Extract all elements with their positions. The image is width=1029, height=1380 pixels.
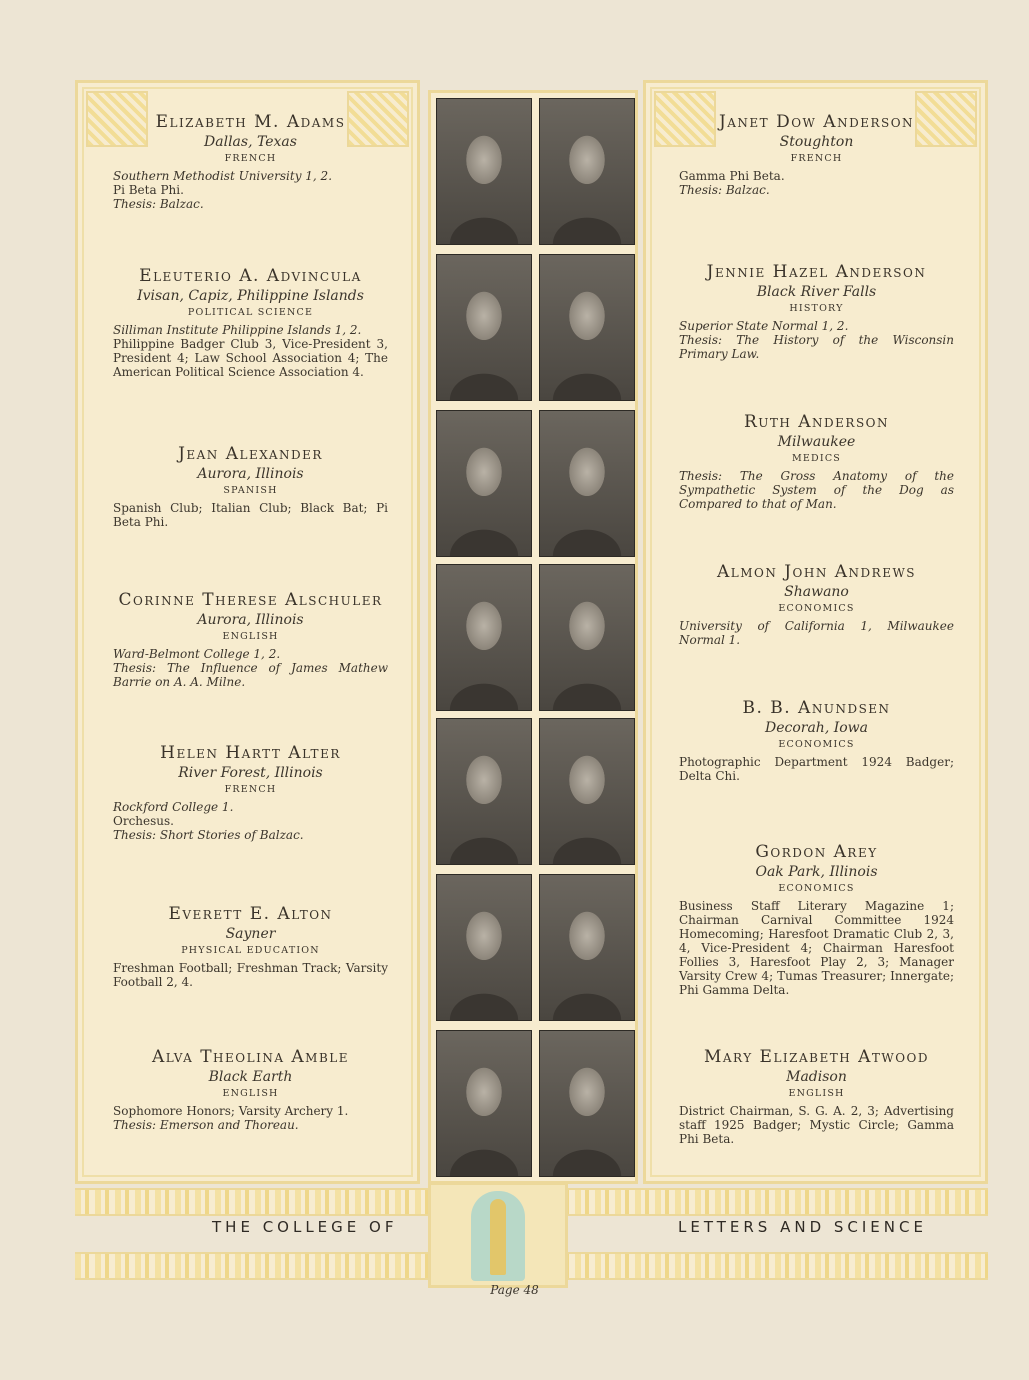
student-hometown: Aurora, Illinois	[197, 612, 304, 628]
student-entry	[679, 698, 954, 783]
student-name: Alva Theolina Amble	[151, 1047, 350, 1067]
student-hometown: Oak Park, Illinois	[755, 864, 878, 880]
student-department: FRENCH	[224, 784, 277, 795]
student-entry	[679, 262, 954, 361]
portrait-photo	[436, 718, 532, 865]
student-entry	[679, 412, 954, 511]
student-detail: Thesis: Balzac.	[679, 183, 770, 197]
student-name: Gordon Arey	[755, 842, 878, 862]
student-department: MEDICS	[791, 453, 841, 464]
portrait-photo	[539, 254, 635, 401]
statue-icon	[471, 1191, 525, 1281]
portrait-photo	[436, 410, 532, 557]
student-hometown: Decorah, Iowa	[764, 720, 869, 736]
student-detail: Thesis: Emerson and Thoreau.	[113, 1118, 299, 1132]
student-detail: Orchesus.	[113, 814, 174, 828]
student-name: Elizabeth M. Adams	[155, 112, 346, 132]
page-number: Page 48	[490, 1283, 539, 1297]
student-detail: Thesis: The Influence of James Mathew Barrie on A. A. Milne.	[113, 661, 388, 689]
portrait-photo	[539, 718, 635, 865]
student-entry	[113, 112, 388, 211]
student-detail: Spanish Club; Italian Club; Black Bat; Pi Beta Phi.	[113, 501, 388, 529]
student-entry	[679, 1047, 954, 1146]
student-hometown: Aurora, Illinois	[197, 466, 304, 482]
portrait-photo	[539, 1030, 635, 1177]
portrait-photo	[436, 1030, 532, 1177]
student-detail: Thesis: Short Stories of Balzac.	[113, 828, 304, 842]
student-department: ECONOMICS	[778, 739, 855, 750]
statue-plaque	[428, 1182, 568, 1288]
student-entry	[113, 590, 388, 689]
student-detail: University of California 1, Milwaukee Normal 1.	[679, 619, 954, 647]
student-name: B. B. Anundsen	[742, 698, 891, 718]
student-detail: Silliman Institute Philippine Islands 1, 2.	[113, 323, 362, 337]
portrait-photo	[539, 564, 635, 711]
student-department: POLITICAL SCIENCE	[187, 307, 314, 318]
student-detail: Rockford College 1.	[113, 800, 234, 814]
student-department: PHYSICAL EDUCATION	[181, 945, 320, 956]
student-detail: Thesis: The History of the Wisconsin Primary Law.	[679, 333, 954, 361]
statue-figure-icon	[490, 1199, 506, 1275]
student-name: Janet Dow Anderson	[718, 112, 915, 132]
student-department: ECONOMICS	[778, 603, 855, 614]
student-entry	[113, 444, 388, 529]
student-hometown: River Forest, Illinois	[178, 765, 323, 781]
student-detail: Southern Methodist University 1, 2.	[113, 169, 333, 183]
portrait-photo	[539, 874, 635, 1021]
student-name: Mary Elizabeth Atwood	[703, 1047, 930, 1067]
student-hometown: Milwaukee	[777, 434, 856, 450]
student-name: Everett E. Alton	[168, 904, 333, 924]
student-department: FRENCH	[224, 153, 277, 164]
student-department: ENGLISH	[222, 631, 279, 642]
student-entry	[113, 1047, 388, 1132]
footer-right-text: LETTERS AND SCIENCE	[678, 1218, 927, 1236]
portrait-photo	[436, 564, 532, 711]
student-hometown: Stoughton	[779, 134, 854, 150]
student-detail: Gamma Phi Beta.	[679, 169, 785, 183]
student-department: ECONOMICS	[778, 883, 855, 894]
student-name: Corinne Therese Alschuler	[118, 590, 383, 610]
student-department: SPANISH	[223, 485, 278, 496]
student-name: Almon John Andrews	[716, 562, 917, 582]
student-detail: Ward-Belmont College 1, 2.	[113, 647, 281, 661]
student-entry	[679, 842, 954, 997]
student-detail: Freshman Football; Freshman Track; Varsity Football 2, 4.	[113, 961, 388, 989]
portrait-photo	[436, 254, 532, 401]
portrait-photo	[539, 410, 635, 557]
student-detail: Superior State Normal 1, 2.	[679, 319, 849, 333]
student-hometown: Ivisan, Capiz, Philippine Islands	[137, 288, 364, 304]
student-hometown: Dallas, Texas	[204, 134, 297, 150]
student-detail: Photographic Department 1924 Badger; Delta Chi.	[679, 755, 954, 783]
student-department: ENGLISH	[222, 1088, 279, 1099]
student-detail: District Chairman, S. G. A. 2, 3; Advertising staff 1925 Badger; Mystic Circle; Gamma Phi Beta.	[679, 1104, 954, 1146]
portrait-photo	[539, 98, 635, 245]
student-detail: Philippine Badger Club 3, Vice-President 3, President 4; Law School Association 4; The American Political Science Association 4.	[113, 337, 388, 379]
student-name: Helen Hartt Alter	[160, 743, 341, 763]
portrait-photo	[436, 874, 532, 1021]
student-detail: Thesis: Balzac.	[113, 197, 204, 211]
student-name: Eleuterio A. Advincula	[139, 266, 362, 286]
student-entry	[679, 562, 954, 647]
student-hometown: Black River Falls	[756, 284, 877, 300]
student-hometown: Madison	[786, 1069, 847, 1085]
student-detail: Pi Beta Phi.	[113, 183, 184, 197]
student-entry	[679, 112, 954, 197]
student-name: Jennie Hazel Anderson	[706, 262, 927, 282]
student-department: HISTORY	[789, 303, 844, 314]
student-entry	[113, 743, 388, 842]
student-hometown: Shawano	[784, 584, 849, 600]
student-entry	[113, 904, 388, 989]
student-detail: Business Staff Literary Magazine 1; Chairman Carnival Committee 1924 Homecoming; Haresfoot Dramatic Club 2, 3, 4, Vice-President 4; Chairman Haresfoot Follies 3, Haresfoot Play 2, 3; Manager Varsity Crew 4; Tumas Treasurer; Innergate; Phi Gamma Delta.	[679, 899, 954, 997]
student-department: ENGLISH	[788, 1088, 845, 1099]
student-entry	[113, 266, 388, 379]
student-detail: Thesis: The Gross Anatomy of the Sympathetic System of the Dog as Compared to that of Man.	[679, 469, 954, 511]
portrait-photo	[436, 98, 532, 245]
student-hometown: Sayner	[225, 926, 276, 942]
student-hometown: Black Earth	[208, 1069, 293, 1085]
student-name: Jean Alexander	[178, 444, 323, 464]
student-detail: Sophomore Honors; Varsity Archery 1.	[113, 1104, 349, 1118]
student-department: FRENCH	[790, 153, 843, 164]
footer-left-text: THE COLLEGE OF	[212, 1218, 398, 1236]
student-name: Ruth Anderson	[743, 412, 890, 432]
